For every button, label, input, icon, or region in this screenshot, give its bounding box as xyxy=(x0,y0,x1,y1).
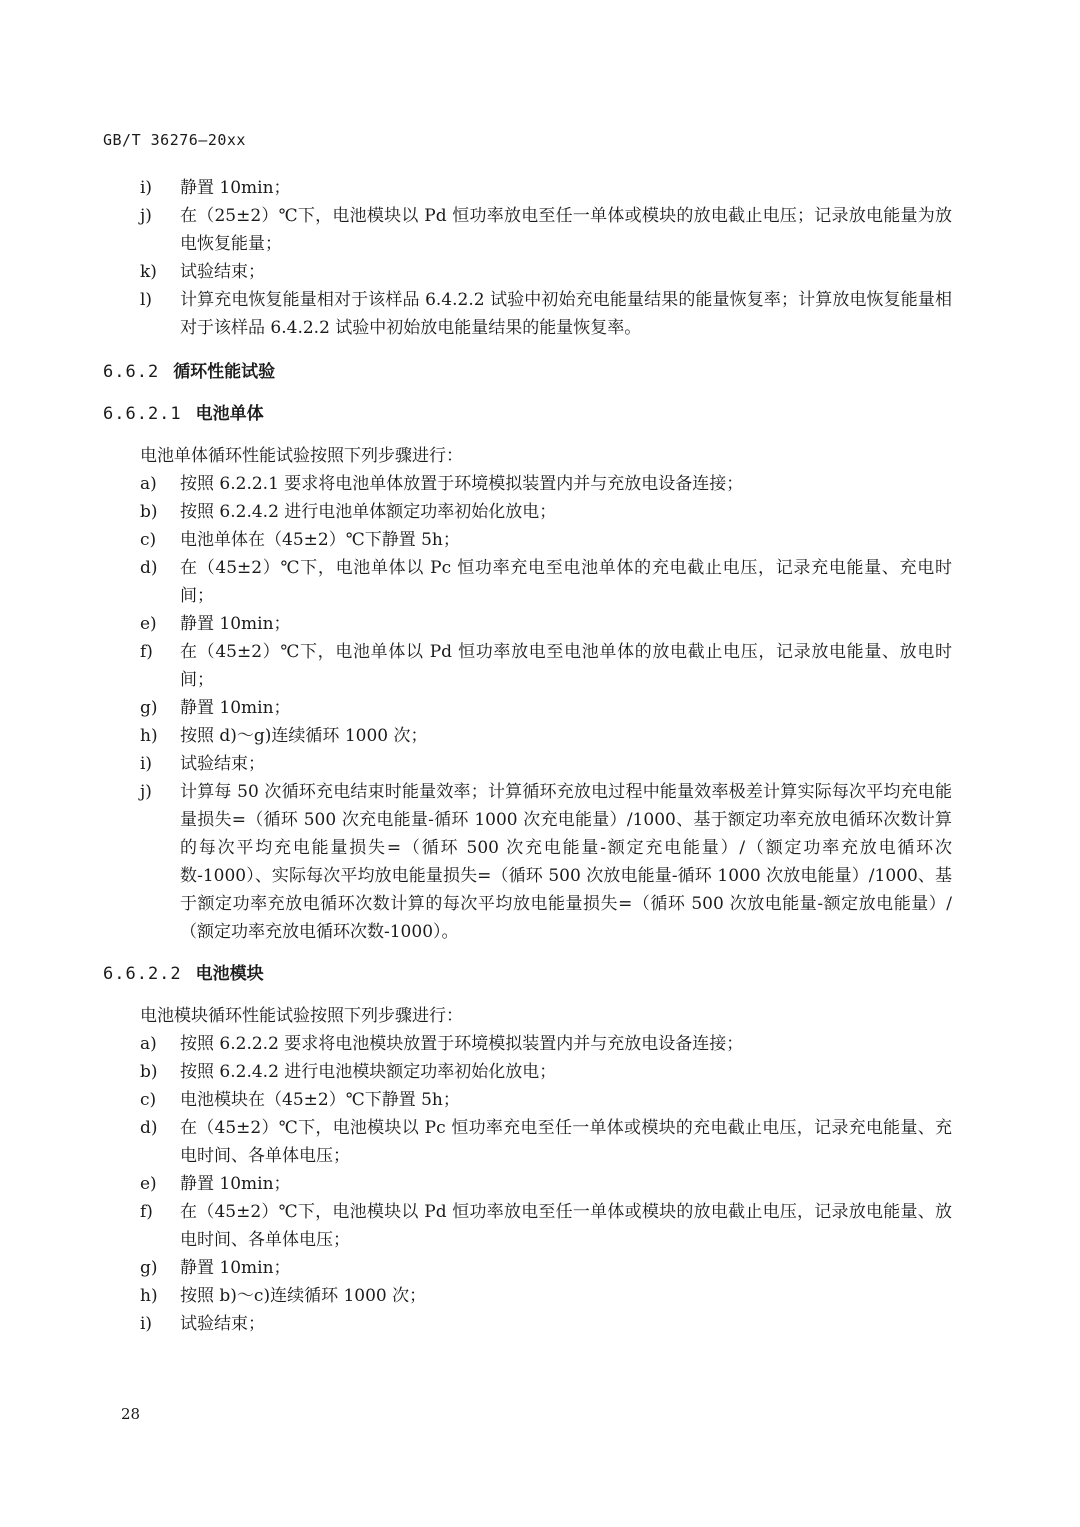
list-item xyxy=(140,1170,952,1198)
list-item xyxy=(140,498,952,526)
item-label: b) xyxy=(140,1062,158,1082)
item-text: 静置 10min； xyxy=(180,178,291,198)
item-text: 电池模块在（45±2）℃下静置 5h； xyxy=(180,1090,460,1110)
module-test-steps xyxy=(0,1030,1080,1338)
list-item xyxy=(140,202,952,258)
list-item xyxy=(140,610,952,638)
item-label: d) xyxy=(140,558,158,578)
list-item xyxy=(140,1114,952,1170)
list-item xyxy=(140,526,952,554)
heading-number: 6.6.2.2 xyxy=(103,964,182,984)
list-item xyxy=(140,1058,952,1086)
item-label: f) xyxy=(140,1202,153,1222)
item-text: 在（45±2）℃下，电池模块以 Pc 恒功率充电至任一单体或模块的充电截止电压，记录充电能量、充电时间、各单体电压； xyxy=(180,1118,952,1166)
previous-section-list xyxy=(0,174,1080,342)
item-text: 计算每 50 次循环充电结束时能量效率；计算循环充放电过程中能量效率极差计算实际每次平均充电能量损失=（循环 500 次充电能量-循环 1000 次充电能量）/1000、基于额定功率充放电循环次数计算的每次平均充电能量损失=（循环 500 次充电能量-额定充电能量）/（额定功率充放电循环次数-1000）、实际每次平均放电能量损失=（循环 500 次放电能量-循环 1000 次放电能量）/1000、基于额定功率充放电循环次数计算的每次平均放电能量损失=（循环 500 次放电能量-额定放电能量）/（额定功率充放电循环次数-1000）。 xyxy=(180,782,952,942)
item-text: 在（45±2）℃下，电池模块以 Pd 恒功率放电至任一单体或模块的放电截止电压，记录放电能量、放电时间、各单体电压； xyxy=(180,1202,952,1250)
item-text: 按照 6.2.2.2 要求将电池模块放置于环境模拟装置内并与充放电设备连接； xyxy=(180,1034,744,1054)
list-item xyxy=(140,778,952,946)
list-item xyxy=(140,470,952,498)
item-label: g) xyxy=(140,1258,158,1278)
list-item xyxy=(140,1282,952,1310)
item-text: 在（45±2）℃下，电池单体以 Pd 恒功率放电至电池单体的放电截止电压，记录放电能量、放电时间； xyxy=(180,642,952,690)
section-heading-6-6-2-1 xyxy=(103,400,1080,428)
item-label: i) xyxy=(140,754,153,774)
item-text: 按照 6.2.2.1 要求将电池单体放置于环境模拟装置内并与充放电设备连接； xyxy=(180,474,744,494)
list-item xyxy=(140,174,952,202)
list-item xyxy=(140,1254,952,1282)
item-text: 试验结束； xyxy=(180,754,265,774)
item-text: 静置 10min； xyxy=(180,1258,291,1278)
item-text: 静置 10min； xyxy=(180,614,291,634)
item-label: a) xyxy=(140,474,157,494)
item-text: 按照 b)～c)连续循环 1000 次； xyxy=(180,1286,427,1306)
list-item xyxy=(140,722,952,750)
item-label: h) xyxy=(140,726,158,746)
heading-title: 循环性能试验 xyxy=(173,362,276,382)
list-item xyxy=(140,694,952,722)
list-item xyxy=(140,638,952,694)
item-label: i) xyxy=(140,1314,153,1334)
item-text: 按照 6.2.4.2 进行电池模块额定功率初始化放电； xyxy=(180,1062,557,1082)
item-label: a) xyxy=(140,1034,157,1054)
list-item xyxy=(140,258,952,286)
section-intro: 电池模块循环性能试验按照下列步骤进行： xyxy=(140,1006,463,1026)
item-label: e) xyxy=(140,1174,157,1194)
standard-code: GB/T 36276—20xx xyxy=(103,131,246,149)
heading-number: 6.6.2.1 xyxy=(103,404,182,424)
item-text: 电池单体在（45±2）℃下静置 5h； xyxy=(180,530,460,550)
item-text: 按照 6.2.4.2 进行电池单体额定功率初始化放电； xyxy=(180,502,557,522)
item-text: 静置 10min； xyxy=(180,1174,291,1194)
list-item xyxy=(140,554,952,610)
item-label: e) xyxy=(140,614,157,634)
page-number: 28 xyxy=(121,1405,141,1423)
list-item xyxy=(140,1198,952,1254)
heading-title: 电池模块 xyxy=(195,964,264,984)
item-label: c) xyxy=(140,1090,157,1110)
item-label: i) xyxy=(140,178,153,198)
item-label: j) xyxy=(140,782,152,802)
section-heading-6-6-2 xyxy=(103,358,1080,386)
item-text: 在（25±2）℃下，电池模块以 Pd 恒功率放电至任一单体或模块的放电截止电压；记录放电能量为放电恢复能量； xyxy=(180,206,952,254)
item-label: h) xyxy=(140,1286,158,1306)
section-heading-6-6-2-2 xyxy=(103,960,1080,988)
list-item xyxy=(140,1310,952,1338)
item-label: k) xyxy=(140,262,157,282)
page-content xyxy=(0,174,1080,1338)
item-label: b) xyxy=(140,502,158,522)
item-text: 计算充电恢复能量相对于该样品 6.4.2.2 试验中初始充电能量结果的能量恢复率；计算放电恢复能量相对于该样品 6.4.2.2 试验中初始放电能量结果的能量恢复率。 xyxy=(180,290,952,338)
item-text: 按照 d)～g)连续循环 1000 次； xyxy=(180,726,428,746)
item-label: f) xyxy=(140,642,153,662)
list-item xyxy=(140,750,952,778)
item-label: g) xyxy=(140,698,158,718)
list-item xyxy=(140,1030,952,1058)
heading-title: 电池单体 xyxy=(195,404,264,424)
item-text: 试验结束； xyxy=(180,1314,265,1334)
list-item xyxy=(140,286,952,342)
item-label: c) xyxy=(140,530,157,550)
item-text: 在（45±2）℃下，电池单体以 Pc 恒功率充电至电池单体的充电截止电压，记录充电能量、充电时间； xyxy=(180,558,952,606)
item-label: l) xyxy=(140,290,153,310)
list-item xyxy=(140,1086,952,1114)
section-intro: 电池单体循环性能试验按照下列步骤进行： xyxy=(140,446,463,466)
heading-number: 6.6.2 xyxy=(103,362,160,382)
item-label: j) xyxy=(140,206,152,226)
item-text: 试验结束； xyxy=(180,262,265,282)
cell-test-steps xyxy=(0,470,1080,946)
item-label: d) xyxy=(140,1118,158,1138)
item-text: 静置 10min； xyxy=(180,698,291,718)
